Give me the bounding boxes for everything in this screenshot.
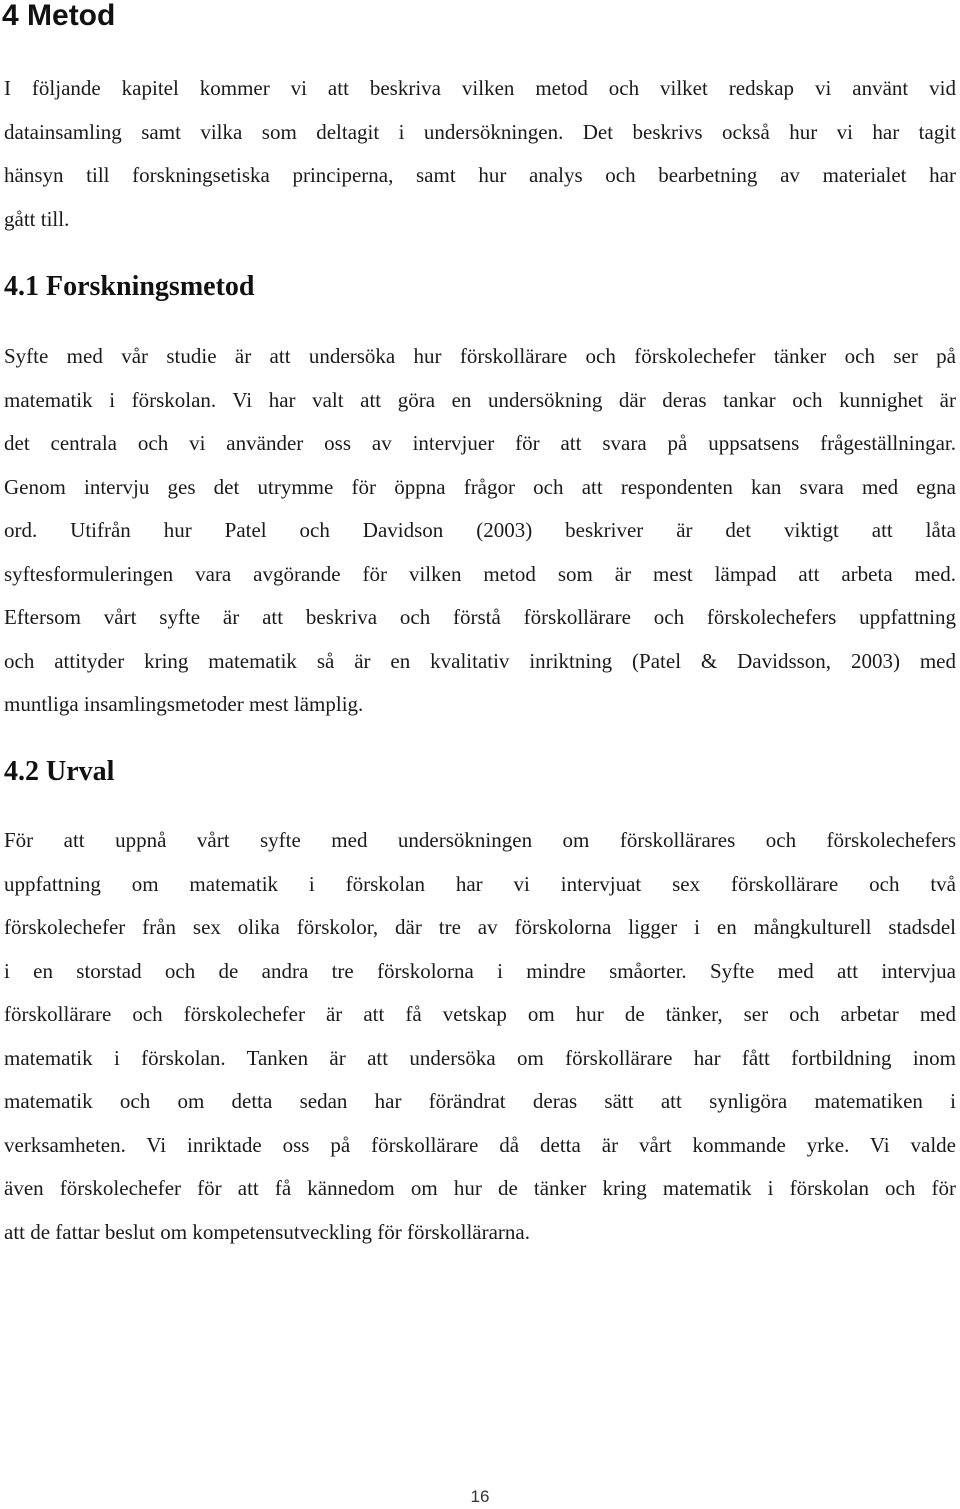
section-4-1-line: det centrala och vi använder oss av intervjuer för att svara på uppsatsens frågeställningar. [4,431,956,455]
section-4-2-line: uppfattning om matematik i förskolan har vi intervjuat sex förskollärare och två [4,871,956,896]
section-4-2-line: matematik i förskolan. Tanken är att undersöka om förskollärare har fått fortbildning inom [4,1045,956,1070]
intro-line: I följande kapitel kommer vi att beskriva vilken metod och vilket redskap vi använt vid [4,76,956,100]
intro-line: gått till. [4,206,70,231]
section-4-2-line: att de fattar beslut om kompetensutveckling för förskollärarna. [4,1219,530,1244]
section-4-2-line: verksamheten. Vi inriktade oss på förskollärare då detta är vårt kommande yrke. Vi valde [4,1132,956,1157]
section-4-2-line: förskolechefer från sex olika förskolor, där tre av förskolorna ligger i en mångkulturell stadsdel [4,915,956,939]
section-4-2-line: i en storstad och de andra tre förskolorna i mindre småorter. Syfte med att intervjua [4,958,956,983]
section-4-2-line: matematik och om detta sedan har förändrat deras sätt att synligöra matematiken i [4,1089,956,1113]
section-4-2-line: För att uppnå vårt syfte med undersökningen om förskollärares och förskolechefers [4,828,956,852]
section-4-1-line: ord. Utifrån hur Patel och Davidson (2003) beskriver är det viktigt att låta [4,518,956,542]
intro-line: datainsamling samt vilka som deltagit i undersökningen. Det beskrivs också hur vi har tagit [4,119,956,144]
section-4-2-paragraph [4,819,956,1254]
section-heading-4-1: 4.1 Forskningsmetod [4,271,255,302]
section-4-1-line: muntliga insamlingsmetoder mest lämplig. [4,692,364,716]
section-4-1-line: Eftersom vårt syfte är att beskriva och förstå förskollärare och förskolechefers uppfattning [4,605,956,629]
section-4-2-line: förskollärare och förskolechefer är att få vetskap om hur de tänker, ser och arbetar med [4,1002,956,1026]
section-4-1-line: matematik i förskolan. Vi har valt att göra en undersökning där deras tankar och kunnighet är [4,387,956,412]
section-4-2-line: även förskolechefer för att få kännedom om hur de tänker kring matematik i förskolan och för [4,1176,956,1200]
page-number: 16 [470,1487,490,1506]
intro-paragraph [4,67,956,241]
section-heading-4-2: 4.2 Urval [4,756,115,787]
section-4-1-line: syftesformuleringen vara avgörande för vilken metod som är mest lämpad att arbeta med. [4,561,956,586]
section-4-1-paragraph [4,335,956,727]
chapter-heading: 4 Metod [2,0,116,32]
section-4-1-line: Syfte med vår studie är att undersöka hur förskollärare och förskolechefer tänker och ser på [4,344,956,368]
section-4-1-line: Genom intervju ges det utrymme för öppna frågor och att respondenten kan svara med egna [4,474,956,499]
intro-line: hänsyn till forskningsetiska principerna, samt hur analys och bearbetning av materialet har [4,163,956,187]
section-4-1-line: och attityder kring matematik så är en kvalitativ inriktning (Patel & Davidsson, 2003) med [4,648,956,673]
